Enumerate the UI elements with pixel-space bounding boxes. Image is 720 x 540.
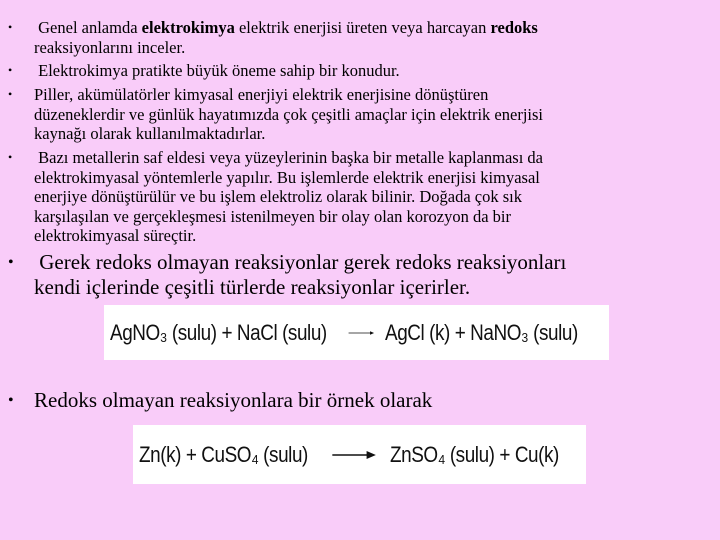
bullet-text: Elektrokimya pratikte büyük öneme sahip bir konudur. bbox=[34, 61, 400, 80]
text-segment: Genel anlamda bbox=[34, 18, 142, 37]
equation-image-redox bbox=[133, 425, 586, 484]
text-line: elektrokimyasal süreçtir. bbox=[34, 226, 197, 245]
text-line: enerjiye dönüştürülür ve bu işlem elektroliz olarak bilinir. Doğada çok sık bbox=[34, 187, 522, 206]
text-line: düzeneklerdir ve günlük hayatımızda çok çeşitli amaçlar için elektrik enerjisi bbox=[34, 104, 544, 124]
bullet-text bbox=[34, 148, 700, 246]
text-line: Piller, akümülatörler kimyasal enerjiyi elektrik enerjisine dönüştüren bbox=[34, 85, 489, 104]
bullet-dot: • bbox=[8, 87, 13, 101]
text-line: elektrokimyasal yöntemlerle yapılır. Bu işlemlerde elektrik enerjisi kimyasal bbox=[34, 167, 540, 187]
text-line: karşılaşılan ve gerçekleşmesi istenilmeyen bir olay olan korozyon da bir bbox=[34, 206, 511, 226]
bullet-dot: • bbox=[8, 254, 14, 271]
reaction-arrow-icon bbox=[331, 448, 377, 462]
bullet-dot: • bbox=[8, 150, 13, 164]
equation-image-precipitation bbox=[104, 305, 609, 360]
equation-products: AgCl (k) + NaNO₃ (sulu) bbox=[384, 319, 578, 345]
text-line: reaksiyonlarını inceler. bbox=[34, 37, 186, 57]
bullet-dot: • bbox=[8, 63, 13, 77]
text-line: Gerek redoks olmayan reaksiyonlar gerek redoks reaksiyonları bbox=[34, 250, 567, 274]
bullet-text: Redoks olmayan reaksiyonlara bir örnek olarak bbox=[34, 388, 433, 412]
text-segment: elektrik enerjisi üreten veya harcayan bbox=[234, 18, 491, 37]
reaction-arrow-icon bbox=[348, 326, 375, 340]
text-line: Bazı metallerin saf eldesi veya yüzeylerinin başka bir metalle kaplanması da bbox=[34, 148, 544, 167]
text-line: kendi içlerinde çeşitli türlerde reaksiyonlar içerirler. bbox=[34, 275, 471, 299]
text-line: kaynağı olarak kullanılmaktadırlar. bbox=[34, 124, 266, 143]
bullet-dot: • bbox=[8, 392, 14, 409]
bullet-text bbox=[34, 18, 700, 57]
bold-term-redoks: redoks bbox=[490, 18, 538, 37]
equation-reactants: AgNO₃ (sulu) + NaCl (sulu) bbox=[110, 319, 327, 345]
equation-reactants: Zn(k) + CuSO₄ (sulu) bbox=[139, 441, 308, 467]
bullet-text bbox=[34, 250, 700, 300]
bullet-dot: • bbox=[8, 20, 13, 34]
bullet-text bbox=[34, 85, 700, 144]
bold-term-elektrokimya: elektrokimya bbox=[141, 18, 235, 37]
equation-products: ZnSO₄ (sulu) + Cu(k) bbox=[389, 441, 559, 467]
